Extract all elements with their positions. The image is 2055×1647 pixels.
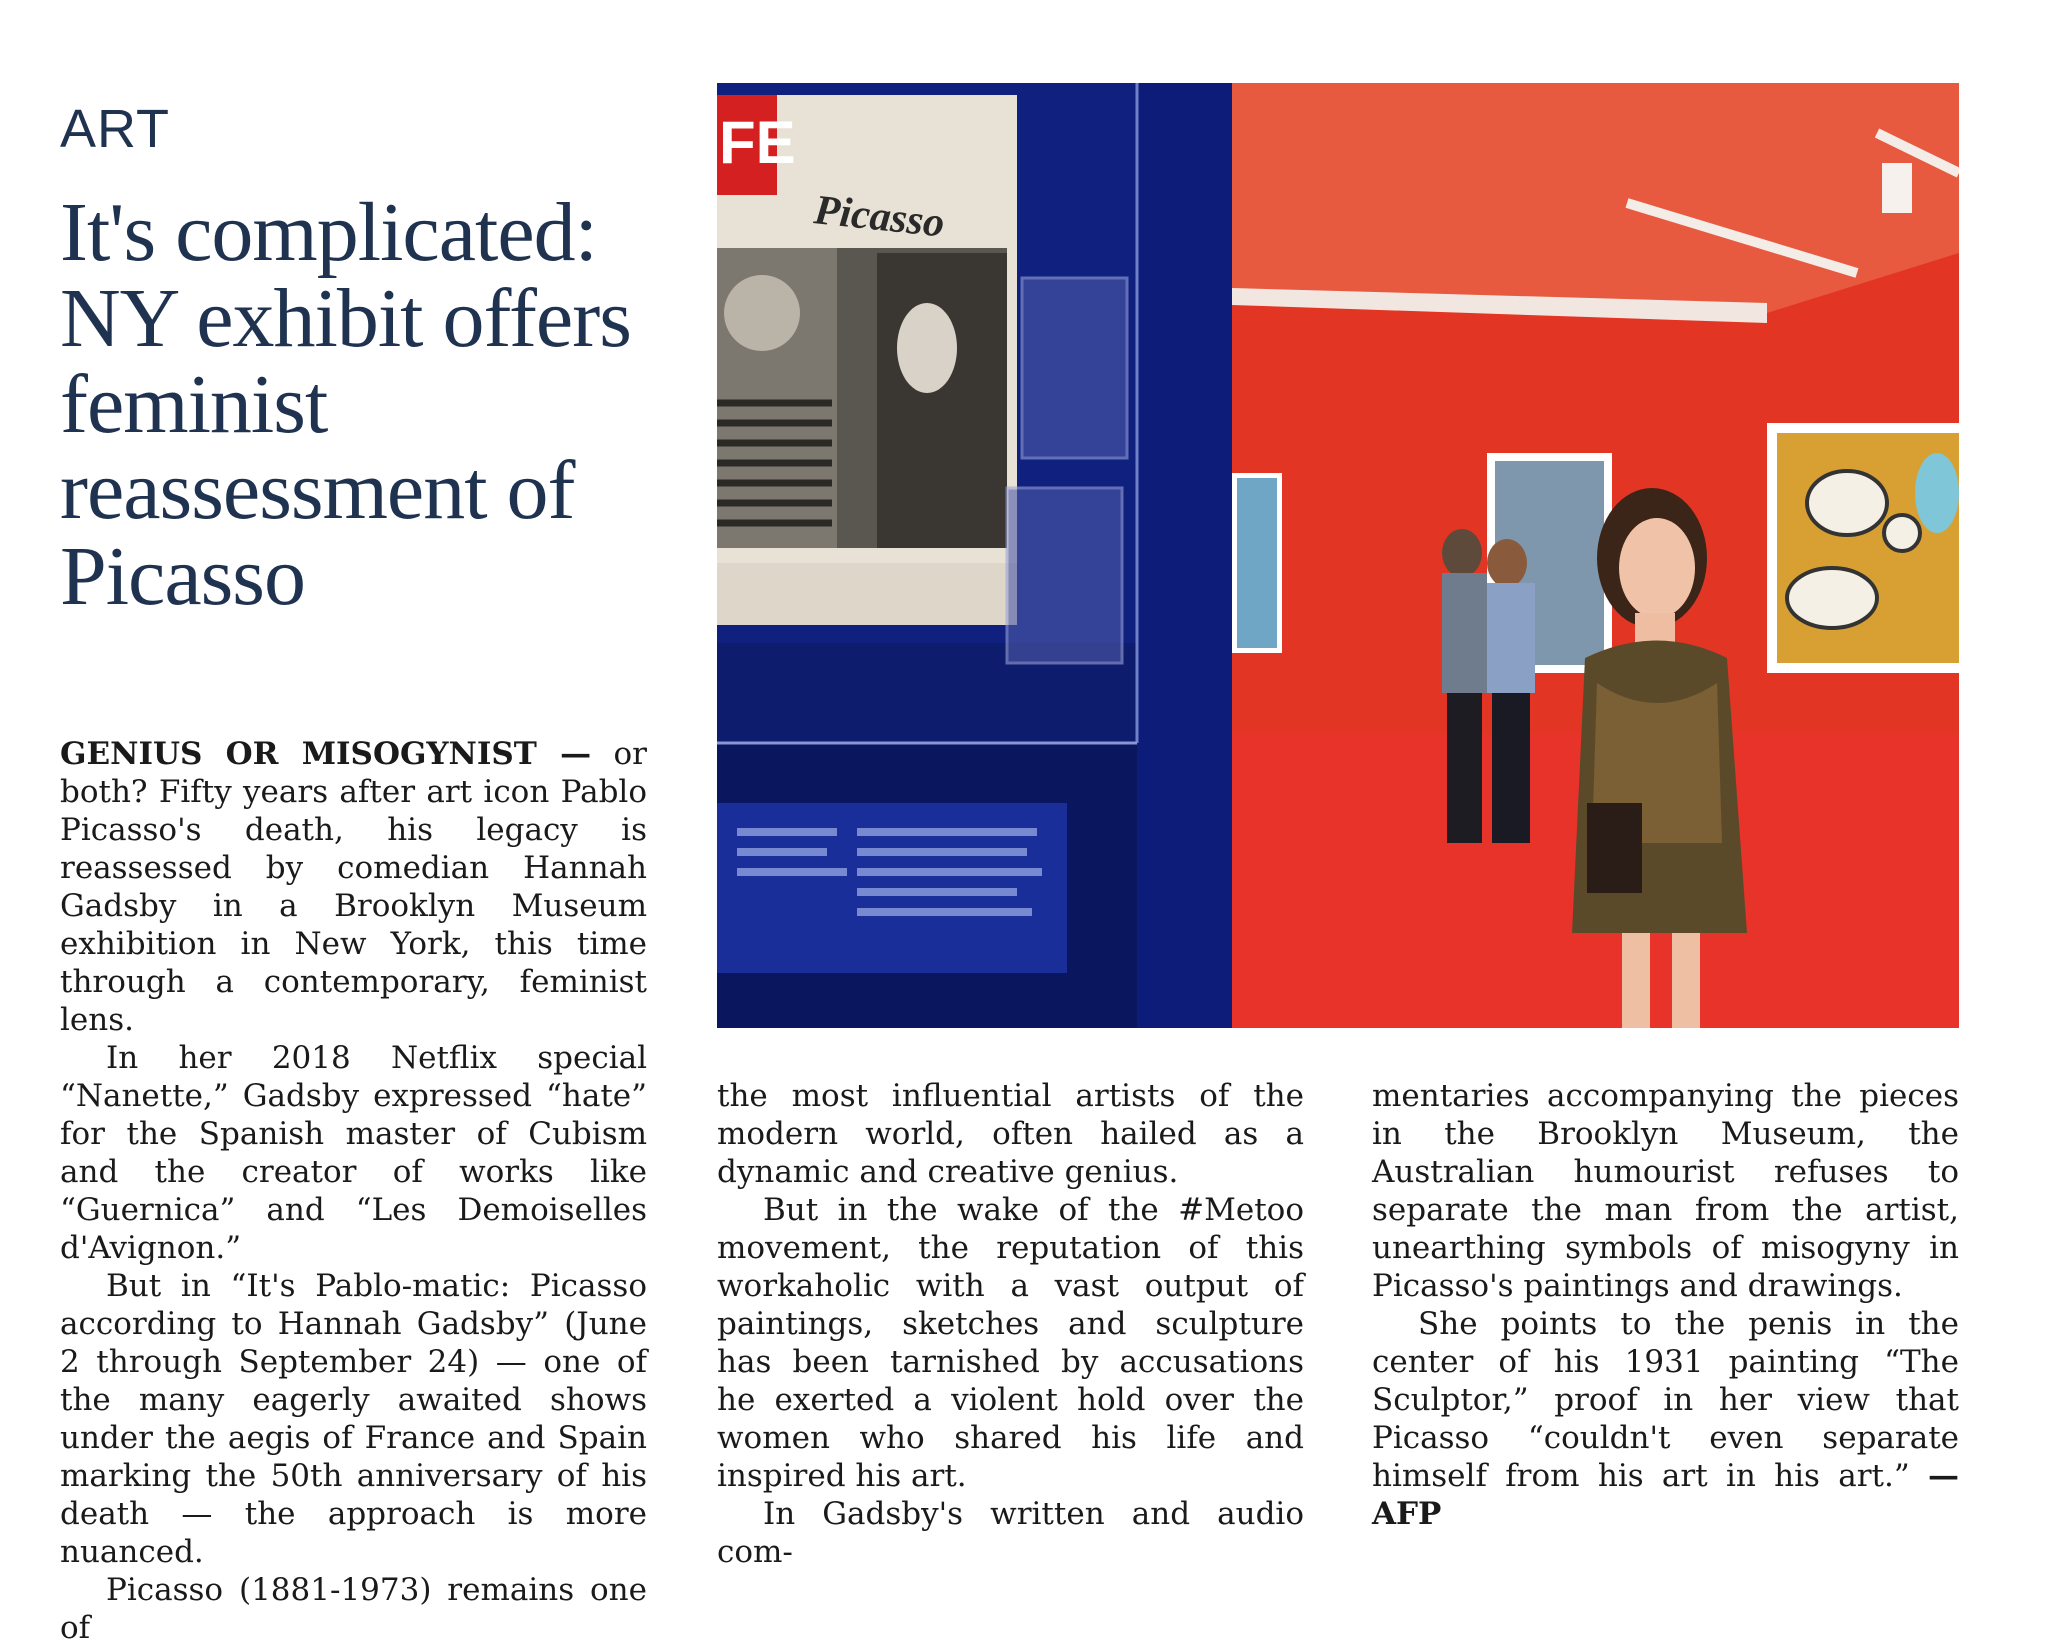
- lead-caps: GENIUS OR MISOGYNIST —: [60, 736, 592, 772]
- article-column-2: [717, 1077, 1304, 1571]
- paragraph-2: In her 2018 Netflix special “Nanette,” Gadsby expressed “hate” for the Spanish master of Cubism and the creator of works like “Guernica” and “Les Demoiselles d'Avignon.”: [60, 1040, 647, 1266]
- paragraph-6-continued: mentaries accompanying the pieces in the Brooklyn Museum, the Australian humourist refuses to separate the man from the artist, unearthing symbols of misogyny in Picasso's paintings and drawings.: [1372, 1078, 1959, 1304]
- article-photo: [717, 83, 1959, 1028]
- magazine-masthead: FE: [719, 109, 796, 176]
- byline-credit: — AFP: [1372, 1458, 1959, 1532]
- article-column-3: [1372, 1077, 1959, 1533]
- paragraph-7-text: She points to the penis in the center of his 1931 painting “The Sculptor,” proof in her view that Picasso “couldn't even separate himself from his art in his art.”: [1372, 1306, 1959, 1494]
- paragraph-3: But in “It's Pablo-matic: Picasso according to Hannah Gadsby” (June 2 through September 24) — one of the many eagerly awaited shows under the aegis of France and Spain marking the 50th anniversary of his death — the approach is more nuanced.: [60, 1268, 647, 1570]
- article-column-1: [60, 735, 647, 1647]
- magazine-cover: [717, 95, 1017, 625]
- section-label: ART: [60, 99, 171, 159]
- paragraph-4-continued: the most influential artists of the modern world, often hailed as a dynamic and creative genius.: [717, 1078, 1304, 1190]
- paragraph-1-text: or both? Fifty years after art icon Pablo Picasso's death, his legacy is reassessed by comedian Hannah Gadsby in a Brooklyn Museum exhibition in New York, this time through a contemporary, feminist lens.: [60, 736, 648, 1038]
- paragraph-6-start: In Gadsby's written and audio com-: [717, 1496, 1304, 1570]
- paragraph-7: [1372, 1305, 1959, 1533]
- paragraph-4-start: Picasso (1881-1973) remains one of: [60, 1572, 647, 1646]
- magazine-cover-text: Picasso: [811, 187, 947, 247]
- paragraph-5: But in the wake of the #Metoo movement, the reputation of this workaholic with a vast output of paintings, sketches and sculpture has been tarnished by accusations he exerted a violent hold over the women who shared his life and inspired his art.: [717, 1192, 1304, 1494]
- paragraph-1: [60, 735, 647, 1039]
- headline: It's complicated: NY exhibit offers feminist reassessment of Picasso: [60, 186, 631, 623]
